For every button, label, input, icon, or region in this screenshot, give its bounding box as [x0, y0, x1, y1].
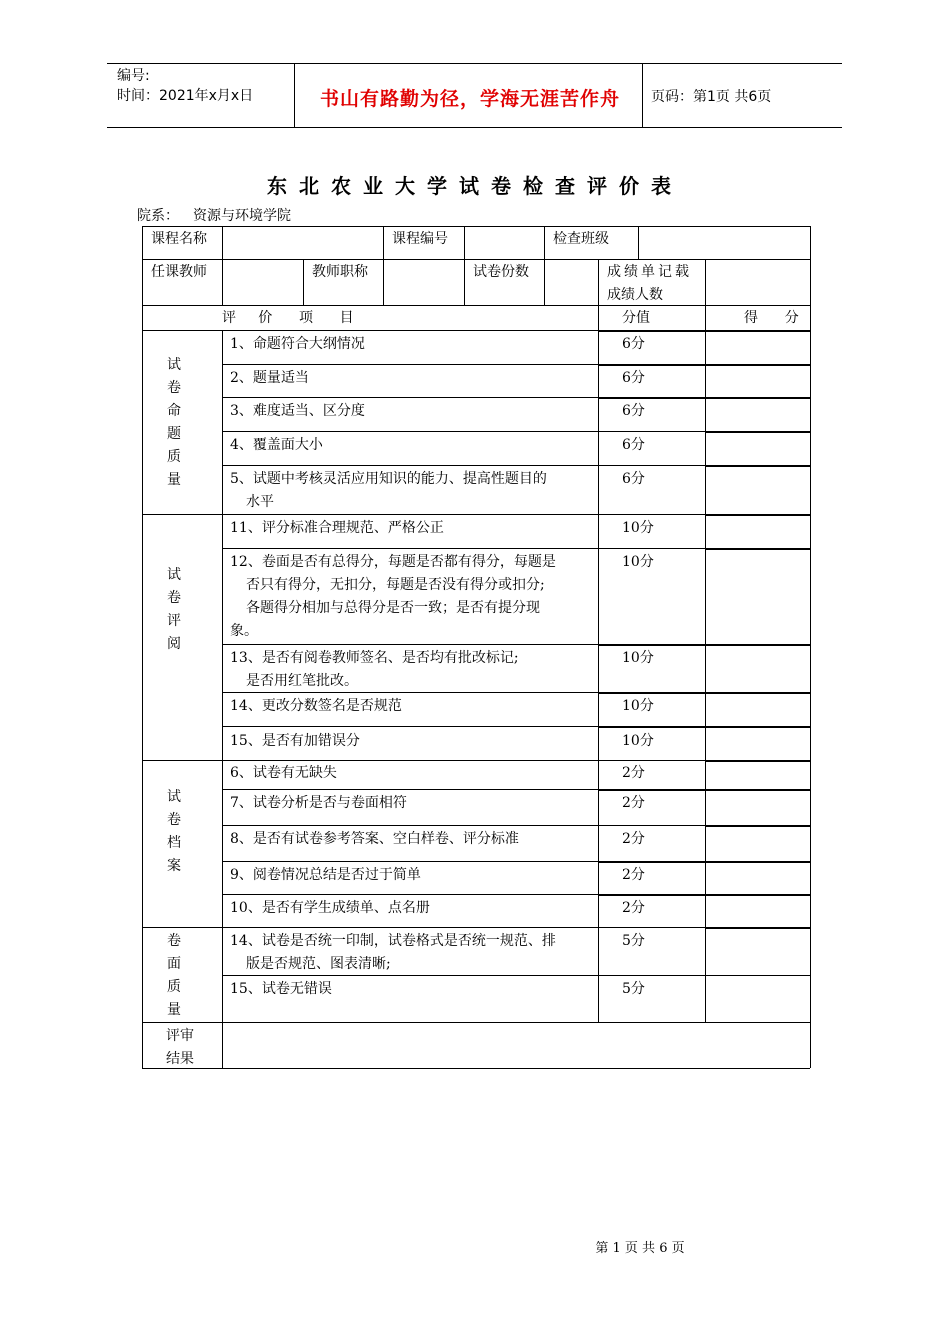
evaluation-item-score: 10分: [622, 698, 654, 714]
evaluation-item-text: [230, 897, 596, 920]
group-label-char: 阅: [167, 636, 181, 652]
group-label-char: 量: [167, 472, 181, 488]
group-label-char: 卷: [167, 380, 181, 396]
evaluation-item-score: 2分: [622, 900, 645, 916]
evaluation-item-text: [230, 551, 596, 643]
department-value: 资源与环境学院: [193, 208, 291, 224]
evaluation-item-text: [230, 517, 596, 540]
evaluation-item-line: 14、更改分数签名是否规范: [230, 698, 402, 714]
evaluation-item-score: 6分: [622, 336, 645, 352]
label-grade-count: 成绩人数: [607, 287, 663, 303]
evaluation-item-text: [230, 400, 596, 423]
evaluation-item-text: [230, 333, 596, 356]
group-label-char: 试: [167, 567, 181, 583]
group-label-char: 质: [167, 449, 181, 465]
evaluation-item-score: 6分: [622, 471, 645, 487]
page-footer: 第 1 页 共 6 页: [595, 1241, 685, 1256]
label-course-name: 课程名称: [151, 231, 207, 247]
evaluation-item-score: 10分: [622, 733, 654, 749]
evaluation-item-line: 8、是否有试卷参考答案、空白样卷、评分标准: [230, 831, 519, 847]
department-label: 院系：: [137, 208, 179, 224]
evaluation-item-line: 4、覆盖面大小: [230, 437, 323, 453]
group-label-paper-grading: [164, 564, 184, 656]
group-label-paper-archive: [164, 786, 184, 878]
evaluation-item-line: 13、是否有阅卷教师签名、是否均有批改标记;: [230, 650, 519, 666]
column-header-score: 分值: [622, 310, 650, 326]
evaluation-item-line: 15、试卷无错误: [230, 981, 332, 997]
label-course-code: 课程编号: [392, 231, 448, 247]
label-check-class: 检查班级: [553, 231, 609, 247]
group-label-char: 案: [167, 858, 181, 874]
evaluation-item-score: 2分: [622, 831, 645, 847]
group-label-char: 题: [167, 426, 181, 442]
group-label-layout-quality: [164, 930, 184, 1022]
evaluation-item-text: [230, 468, 596, 514]
evaluation-item-text: [230, 762, 596, 785]
evaluation-item-line: 否只有得分，无扣分，每题是否没有得分或扣分;: [246, 577, 545, 593]
label-teacher-title: 教师职称: [312, 264, 368, 280]
group-label-char: 试: [167, 789, 181, 805]
evaluation-item-line: 2、题量适当: [230, 370, 309, 386]
group-label-paper-design: [164, 354, 184, 492]
evaluation-item-score: 6分: [622, 437, 645, 453]
group-label-char: 卷: [167, 933, 181, 949]
evaluation-item-text: [230, 730, 596, 753]
evaluation-item-text: [230, 930, 596, 976]
evaluation-item-line: 水平: [246, 494, 274, 510]
evaluation-item-score: 2分: [622, 765, 645, 781]
evaluation-item-line: 12、卷面是否有总得分，每题是否都有得分，每题是: [230, 554, 556, 570]
evaluation-item-score: 5分: [622, 933, 645, 949]
evaluation-item-line: 1、命题符合大纲情况: [230, 336, 365, 352]
evaluation-item-text: [230, 434, 596, 457]
evaluation-item-line: 版是否规范、图表清晰;: [246, 956, 391, 972]
group-label-char: 卷: [167, 590, 181, 606]
group-label-char: 卷: [167, 812, 181, 828]
evaluation-item-line: 11、评分标准合理规范、严格公正: [230, 520, 444, 536]
evaluation-item-text: [230, 828, 596, 851]
evaluation-item-score: 10分: [622, 520, 654, 536]
group-label-char: 量: [167, 1002, 181, 1018]
header-meta: [117, 66, 253, 106]
group-label-char: 面: [167, 956, 181, 972]
evaluation-item-text: [230, 367, 596, 390]
evaluation-item-line: 象。: [230, 623, 258, 639]
evaluation-item-text: [230, 978, 596, 1001]
evaluation-item-score: 2分: [622, 795, 645, 811]
group-label-char: 评: [167, 613, 181, 629]
column-header-item: 评 价 项 目: [222, 310, 354, 326]
department-line: [137, 205, 291, 225]
evaluation-item-line: 10、是否有学生成绩单、点名册: [230, 900, 430, 916]
header-motto: 书山有路勤为径，学海无涯苦作舟: [319, 88, 620, 110]
evaluation-item-text: [230, 792, 596, 815]
evaluation-item-line: 是否用红笔批改。: [246, 673, 358, 689]
header-number-label: 编号:: [117, 68, 150, 84]
evaluation-item-score: 6分: [622, 403, 645, 419]
column-header-got: 得 分: [744, 310, 799, 326]
page-header: [107, 63, 842, 128]
group-label-char: 试: [167, 357, 181, 373]
header-divider: [294, 64, 295, 127]
document-title: 东北农业大学试卷检查评价表: [267, 174, 683, 198]
evaluation-item-score: 10分: [622, 650, 654, 666]
label-teacher: 任课教师: [151, 264, 207, 280]
group-label-char: 质: [167, 979, 181, 995]
evaluation-item-line: 15、是否有加错误分: [230, 733, 360, 749]
label-paper-count: 试卷份数: [473, 264, 529, 280]
label-grade-record: 成绩单记载: [607, 264, 692, 280]
evaluation-item-line: 3、难度适当、区分度: [230, 403, 365, 419]
evaluation-item-line: 14、试卷是否统一印制，试卷格式是否统一规范、排: [230, 933, 556, 949]
header-page-info: 页码：第1页 共6页: [651, 89, 772, 105]
evaluation-item-score: 2分: [622, 867, 645, 883]
review-result-label: [166, 1025, 194, 1071]
evaluation-item-text: [230, 864, 596, 887]
group-label-char: 命: [167, 403, 181, 419]
evaluation-item-line: 6、试卷有无缺失: [230, 765, 337, 781]
header-time-label: 时间：2021年x月x日: [117, 88, 254, 104]
evaluation-item-line: 5、试题中考核灵活应用知识的能力、提高性题目的: [230, 471, 547, 487]
evaluation-item-line: 7、试卷分析是否与卷面相符: [230, 795, 407, 811]
evaluation-item-line: 9、阅卷情况总结是否过于简单: [230, 867, 421, 883]
evaluation-item-line: 各题得分相加与总得分是否一致；是否有提分现: [246, 600, 540, 616]
group-label-char: 档: [167, 835, 181, 851]
evaluation-item-score: 6分: [622, 370, 645, 386]
evaluation-item-text: [230, 695, 596, 718]
review-label-line: 结果: [166, 1051, 194, 1067]
review-label-line: 评审: [166, 1028, 194, 1044]
evaluation-item-score: 10分: [622, 554, 654, 570]
evaluation-item-text: [230, 647, 596, 693]
evaluation-item-score: 5分: [622, 981, 645, 997]
